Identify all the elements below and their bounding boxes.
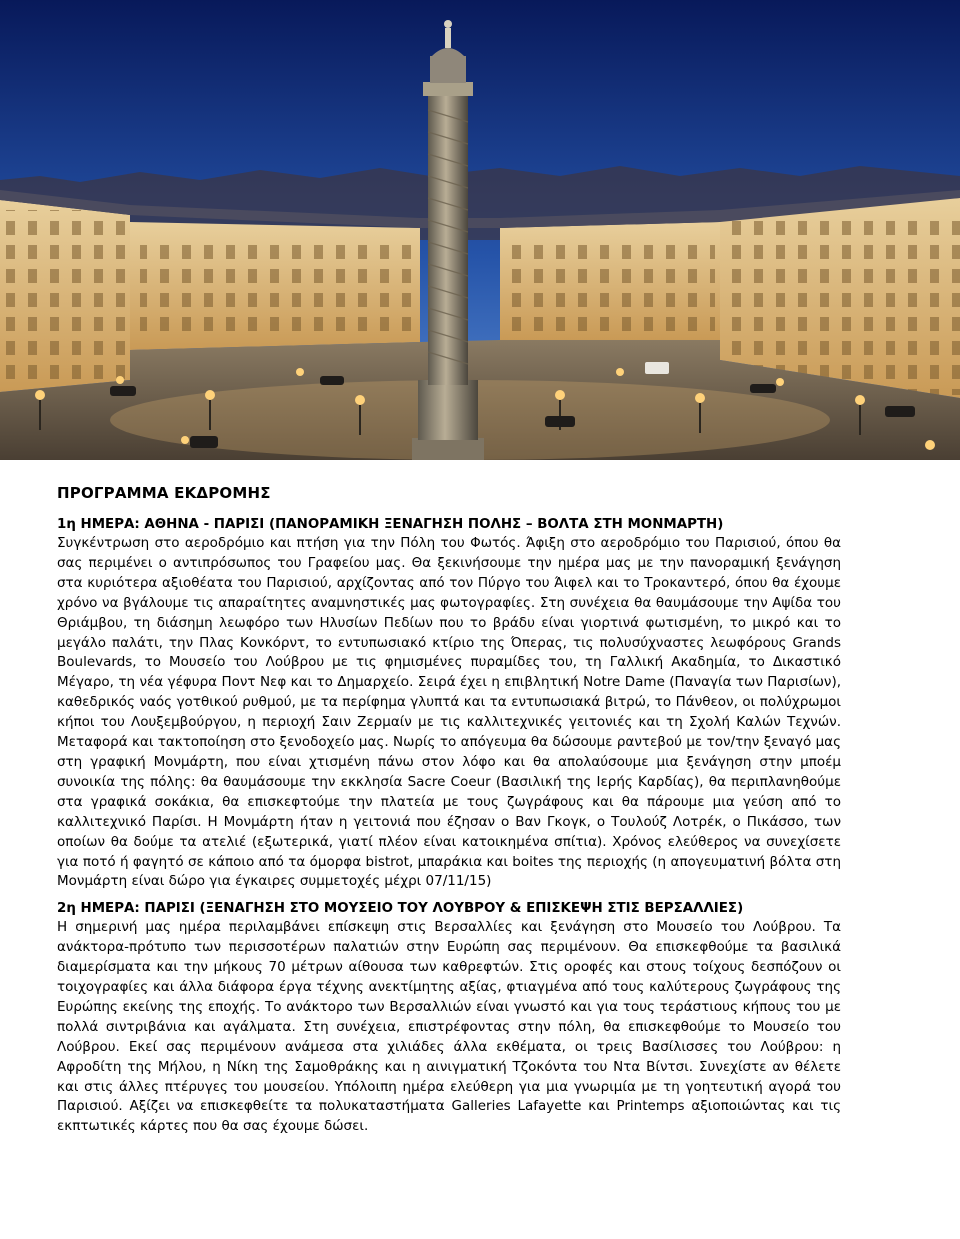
day-2-title: 2η ΗΜΕΡΑ: ΠΑΡΙΣΙ (ΞΕΝΑΓΗΣΗ ΣΤΟ ΜΟΥΣΕΙΟ ΤΟΥ ΛΟΥΒΡΟΥ & ΕΠΙΣΚΕΨΗ ΣΤΙΣ ΒΕΡΣΑΛΛΙΕΣ) [57,901,744,917]
hero-photo [0,0,960,460]
day-1-description: Συγκέντρωση στο αεροδρόμιο και πτήση για την Πόλη του Φωτός. Άφιξη στο αεροδρόμιο του Παρισιού, όπου θα σας περιμένει ο αντιπρόσωπος του Γραφείου μας. Θα ξεκινήσουμε την ημέρα μας με την πανοραμική ξενάγηση στα κυριότερα αξιοθέατα του Παρισιού, αρχίζοντας από τον Πύργο του Άιφελ και το Τροκαντερό, όπου θα έχουμε χρόνο να βγάλουμε τις απαραίτητες αναμνηστικές μας φωτογραφίες. Στη συνέχεια θα θαυμάσουμε την Αψίδα του Θριάμβου, τη διάσημη λεωφόρο των Ηλυσίων Πεδίων που το βράδυ είναι γιορτινά φωτισμένη, το μικρό και το μεγάλο παλάτι, την Πλας Κονκόρντ, το εντυπωσιακό κτίριο της Όπερας, τις πολυσύχναστες λεωφόρους Grands Boulevards, το Μουσείο του Λούβρου με τις φημισμένες πυραμίδες του, τη Γαλλική Ακαδημία, το Δικαστικό Μέγαρο, τη νέα γέφυρα Ποντ Νεφ και το Δημαρχείο. Σειρά έχει η επιβλητική Notre Dame (Παναγία των Παρισίων), καθεδρικός ναός γοτθικού ρυθμού, με τα περίφημα γλυπτά και τα εντυπωσιακά βιτρώ, το Πάνθεον, οι πολύχρωμοι κήποι του Λουξεμβούργου, η περιοχή Σαιν Ζερμαίν με τις καλλιτεχνικές γειτονιές και τη Σχολή Καλών Τεχνών. Μεταφορά και τακτοποίηση στο ξενοδοχείο μας. Νωρίς το απόγευμα θα δώσουμε ραντεβού με τον/την ξεναγό μας στη γραφική Μονμάρτη, που είναι χτισμένη πάνω στον λόφο και θα απολαύσουμε μια ξενάγηση στην μποέμ συνοικία της πόλης: θα θαυμάσουμε την εκκλησία Sacre Coeur (Βασιλική της Ιερής Καρδίας), θα περιπλανηθούμε στα γραφικά σοκάκια, θα επισκεφτούμε την πλατεία με τους ζωγράφους και θα πάρουμε μια γεύση από το καλλιτεχνικό Παρίσι. Η Μονμάρτη ήταν η γειτονιά που έζησαν ο Βαν Γκογκ, ο Τουλούζ Λοτρέκ, ο Πικάσσο, των οποίων θα δούμε τα ατελιέ (εξωτερικά, γιατί πλέον είναι κατοικημένα σπίτια). Χρόνος ελεύθερος να συνεχίσετε για ποτό ή φαγητό σε κάποιο από τα όμορφα bistrot, μπαράκια και boites της περιοχής (η απογευματινή βόλτα στη Μονμάρτη είναι δώρο για έγκαιρες συμμετοχές μέχρι 07/11/15) [57,535,841,890]
day-1-section [57,516,841,892]
itinerary [57,484,841,1145]
day-2-description: Η σημερινή μας ημέρα περιλαμβάνει επίσκεψη στις Βερσαλλίες και ξενάγηση στο Μουσείο του Λούβρου. Τα ανάκτορα-πρότυπο των περισσοτέρων παλατιών στην Ευρώπη σας περιμένουν. Θα επισκεφθούμε τα βασιλικά διαμερίσματα και την μήκους 70 μέτρων αίθουσα των καθρεφτών. Στις οροφές και στους τοίχους δεσπόζουν οι τοιχογραφίες και άλλα διάφορα έργα τέχνης ανεκτίμητης αξίας, φτιαγμένα από τους καλύτερους ζωγράφους της Ευρώπης εκείνης της εποχής. Το ανάκτορο των Βερσαλλιών είναι γνωστό και για τους τεράστιους κήπους του με πολλά σιντριβάνια και αγάλματα. Στη συνέχεια, επιστρέφοντας στην πόλη, θα επισκεφθούμε το Μουσείο του Λούβρου. Εκεί σας περιμένουν ανάμεσα στα χιλιάδες άλλα εκθέματα, οι τρεις Βασίλισσες του Λούβρου: η Αφροδίτη της Μήλου, η Νίκη της Σαμοθράκης και η αινιγματική Τζοκόντα του Ντα Βίντσι. Συνεχίστε αν θέλετε και στις άλλες πτέρυγες του μουσείου. Υπόλοιπη ημέρα ελεύθερη για μια γνωριμία με τη γοητευτική αγορά του Παρισιού. Αξίζει να επισκεφθείτε τα πολυκαταστήματα Galleries Lafayette και Printemps αξιοποιώντας και τις εκπτωτικές κάρτες που θα σας έχουμε δώσει. [57,919,841,1135]
day-2-section [57,900,841,1137]
day-1-title: 1η ΗΜΕΡΑ: ΑΘΗΝΑ - ΠΑΡΙΣΙ (ΠΑΝΟΡΑΜΙΚΗ ΞΕΝΑΓΗΣΗ ΠΟΛΗΣ – ΒΟΛΤΑ ΣΤΗ ΜΟΝΜΑΡΤΗ) [57,517,724,532]
document-title: ΠΡΟΓΡΑΜΜΑ ΕΚΔΡΟΜΗΣ [57,484,271,502]
